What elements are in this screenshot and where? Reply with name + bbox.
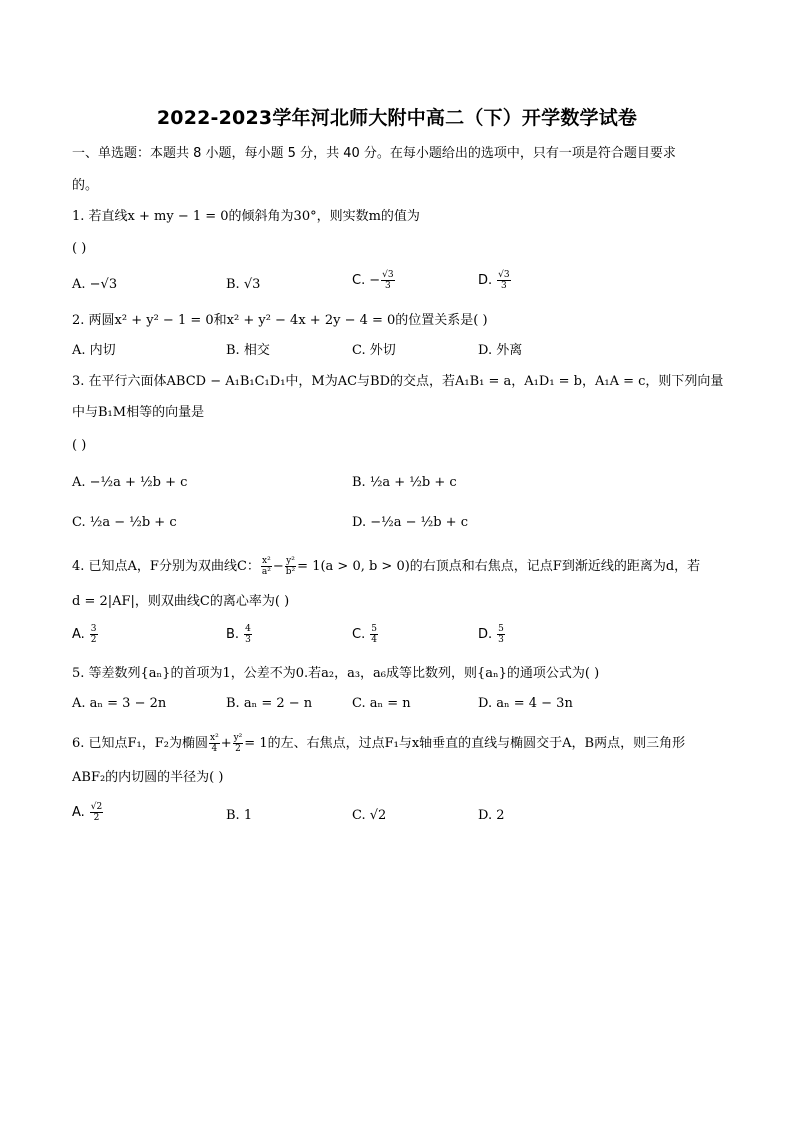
q4-option-a-fraction (90, 624, 98, 645)
q4-option-d-den: 3 (498, 635, 504, 645)
q4-option-d (478, 624, 506, 645)
q6-frac-y-num: y² (233, 733, 243, 743)
q1-option-b: B. √3 (226, 277, 261, 292)
q4-frac-x-num: x² (262, 556, 271, 566)
q5-stem: 5. 等差数列{aₙ}的首项为1，公差不为0.若a₂，a₃，a₆成等比数列，则{aₙ}的通项公式为( ) (72, 666, 600, 681)
page-title: 2022-2023学年河北师大附中高二（下）开学数学试卷 (156, 107, 638, 129)
q1-option-c-label: C. (352, 273, 366, 288)
q4-option-c-label: C. (352, 627, 366, 642)
q4-option-b-fraction (244, 624, 252, 645)
q4-option-b-den: 3 (245, 635, 251, 645)
q5-option-c: C. aₙ = n (352, 696, 411, 711)
q1-option-c-den: 3 (384, 281, 391, 291)
q6-stem-part2: = 1的左、右焦点，过点F₁与x轴垂直的直线与椭圆交于A，B两点，则三角形 (244, 736, 686, 751)
section-instructions-line2: 的。 (72, 178, 99, 193)
q2-option-c: C. 外切 (352, 343, 396, 358)
q4-option-c-num: 5 (371, 624, 377, 634)
q1-option-c-sign: − (369, 273, 381, 288)
q4-option-b-num: 4 (245, 624, 251, 634)
q2-option-a: A. 内切 (72, 343, 116, 358)
q6-stem-part1: 6. 已知点F₁，F₂为椭圆 (72, 736, 208, 751)
q5-option-d: D. aₙ = 4 − 3n (478, 696, 573, 711)
q4-stem-line1: 4. 已知点A，F分别为双曲线C： $\frac{\text{x²}}{\text{a²}}$ − $\frac{\text{y²}}{\text{b²}}$ = 1(a > 0, b > 0)的右顶点和右焦点，记点F到渐近线的距离为d，若 (72, 556, 701, 577)
q1-paren: ( ) (72, 241, 87, 256)
q6-option-b: B. 1 (226, 808, 253, 823)
q4-option-c-den: 4 (371, 635, 377, 645)
q6-option-d: D. 2 (478, 808, 505, 823)
q3-option-d: D. −½a − ½b + c (352, 515, 468, 530)
q4-option-c (352, 624, 379, 645)
q6-option-c: C. √2 (352, 808, 387, 823)
q2-option-b: B. 相交 (226, 343, 270, 358)
q6-stem-line2: ABF₂的内切圆的半径为( ) (72, 770, 224, 785)
q1-option-c-num: √3 (382, 270, 394, 280)
q1-option-d-den: 3 (501, 281, 507, 291)
q4-option-a-label: A. (72, 627, 85, 642)
q4-option-a-den: 2 (90, 635, 97, 645)
section-instructions-line1: 一、单选题：本题共 8 小题，每小题 5 分，共 40 分。在每小题给出的选项中，只有一项是符合题目要求 (72, 146, 676, 161)
q6-option-a-num: √2 (90, 802, 103, 812)
q4-frac-y-den: b² (285, 567, 296, 577)
q4-stem-part2: = 1(a > 0, b > 0)的右顶点和右焦点，记点F到渐近线的距离为d，若 (297, 559, 701, 574)
q4-frac-y-num: y² (286, 556, 295, 566)
q6-stem-line1: 6. 已知点F₁，F₂为椭圆 $\frac{\text{x²}}{4}$ + $\frac{\text{y²}}{2}$ = 1的左、右焦点，过点F₁与x轴垂直的直线与椭圆交于A，B两点，则三角形 (72, 733, 686, 754)
q4-frac-x-den: a² (261, 567, 271, 577)
q4-option-b (226, 624, 253, 645)
q6-frac-y-den: 2 (235, 744, 241, 754)
q6-option-a (72, 802, 104, 823)
q3-stem-line1: 3. 在平行六面体ABCD − A₁B₁C₁D₁中，M为AC与BD的交点，若A₁B₁ = a，A₁D₁ = b，A₁A = c，则下列向量 (72, 374, 724, 389)
q6-option-a-label: A. (72, 805, 85, 820)
q3-option-a: A. −½a + ½b + c (72, 475, 188, 490)
q4-option-d-fraction (497, 624, 505, 645)
q6-frac-x-num: x² (210, 733, 219, 743)
q4-option-a (72, 624, 99, 645)
q1-option-d-num: √3 (498, 270, 510, 280)
q3-option-c: C. ½a − ½b + c (72, 515, 177, 530)
q2-stem: 2. 两圆x² + y² − 1 = 0和x² + y² − 4x + 2y − 4 = 0的位置关系是( ) (72, 313, 488, 328)
q6-frac-x-den: 4 (211, 744, 218, 754)
q6-option-a-fraction (90, 802, 103, 823)
q2-option-d: D. 外离 (478, 343, 523, 358)
q1-option-d-label: D. (478, 273, 493, 288)
q1-option-d-fraction (497, 270, 510, 291)
q3-option-b: B. ½a + ½b + c (352, 475, 457, 490)
q4-option-d-num: 5 (498, 624, 504, 634)
q6-frac-y (233, 733, 244, 754)
q1-option-c (352, 270, 396, 291)
q1-option-d (478, 270, 512, 291)
q4-option-a-num: 3 (90, 624, 97, 634)
q4-option-b-label: B. (226, 627, 240, 642)
q1-stem: 1. 若直线x + my − 1 = 0的倾斜角为30°，则实数m的值为 (72, 209, 420, 224)
q4-frac-y (285, 556, 296, 577)
q3-stem-line2: 中与B₁M相等的向量是 (72, 405, 205, 420)
q4-stem-line2: d = 2|AF|，则双曲线C的离心率为( ) (72, 594, 290, 609)
q5-option-b: B. aₙ = 2 − n (226, 696, 313, 711)
q4-stem-part1: 4. 已知点A，F分别为双曲线C： (72, 559, 260, 574)
q4-option-c-fraction (370, 624, 378, 645)
q6-frac-x (209, 733, 220, 754)
q3-paren: ( ) (72, 438, 87, 453)
q4-frac-x (261, 556, 272, 577)
q4-option-d-label: D. (478, 627, 493, 642)
q6-option-a-den: 2 (93, 813, 100, 823)
q5-option-a: A. aₙ = 3 − 2n (72, 696, 167, 711)
q1-option-a: A. −√3 (72, 277, 118, 292)
q1-option-c-fraction (381, 270, 394, 291)
